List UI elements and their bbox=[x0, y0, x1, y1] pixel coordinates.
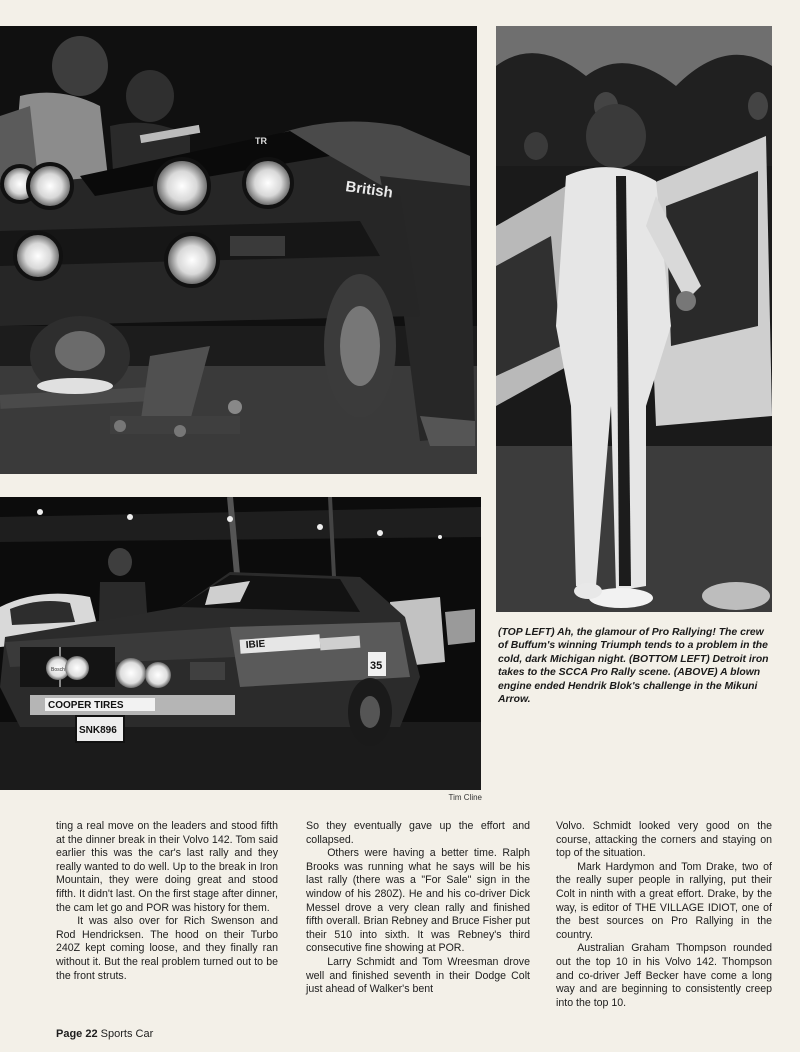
lamp-logo-bosch: Bosch bbox=[51, 667, 65, 673]
car-number: 35 bbox=[370, 660, 383, 672]
paragraph: So they eventually gave up the effort and collapsed. bbox=[306, 820, 530, 846]
license-plate: SNK896 bbox=[79, 725, 117, 736]
paragraph: Mark Hardymon and Tom Drake, two of the really super people in rallying, put their Colt in ninth with a great effort. Drake, by the way, is editor of THE VILLAGE IDIOT, one of the best sources on Pro Rallying in the country. bbox=[556, 860, 772, 941]
car-decal-british: British bbox=[344, 178, 394, 202]
paragraph: Australian Graham Thompson rounded out the top 10 in his Volvo 142. Thompson and co-driver Jeff Becker have come a long way and are beginning to consistently creep into the top 10. bbox=[556, 942, 772, 1009]
page-number: Page 22 bbox=[56, 1028, 98, 1040]
bumper-sticker-cooper-tires: COOPER TIRES bbox=[48, 700, 124, 711]
magazine-name: Sports Car bbox=[100, 1028, 154, 1040]
photo-triumph-repair bbox=[0, 26, 477, 474]
article-column-2 bbox=[306, 820, 530, 997]
paragraph: Others were having a better time. Ralph Brooks was running what he says will be his last rally (there was a "For Sale" sign in the window of his 280Z). He and his co-driver Dick Messel drove a very clean rally and finished fifth overall. Brian Rebney and Bruce Fisher put their 510 into sixth. It was Rebney's third consecutive fine showing at POR. bbox=[306, 847, 530, 955]
article-column-1 bbox=[56, 820, 278, 983]
paragraph: Volvo. Schmidt looked very good on the course, attacking the corners and staying on top of the situation. bbox=[556, 820, 772, 860]
paragraph: Larry Schmidt and Tom Wreesman drove well and finished seventh in their Dodge Colt just ahead of Walker's bent bbox=[306, 955, 530, 996]
photo-mikuni-arrow-driver bbox=[496, 26, 772, 612]
photo-credit: Tim Cline bbox=[448, 793, 482, 802]
page-footer bbox=[56, 1028, 153, 1040]
paragraph: ting a real move on the leaders and stood fifth at the dinner break in their Volvo 142. Tom said earlier this was the car's last rally and they really wanted to do well. Up to the break in Iron Mountain, they were doing great and stood fifth. It didn't last. On the first stage after dinner, the cam let go and POR was history for them. bbox=[56, 820, 278, 914]
car-decal-tr: TR bbox=[255, 136, 267, 146]
paragraph: It was also over for Rich Swenson and Rod Hendricksen. The hood on their Turbo 240Z kept coming loose, and they finally ran without it. But the real problem turned out to be the front struts. bbox=[56, 915, 278, 982]
article-column-3 bbox=[556, 820, 772, 1010]
photo-detroit-iron bbox=[0, 497, 481, 790]
car-decal-ibie: IBIE bbox=[245, 638, 266, 651]
photo-caption: (TOP LEFT) Ah, the glamour of Pro Rallying! The crew of Buffum's winning Triumph tends to a problem in the cold, dark Michigan night. (BOTTOM LEFT) Detroit iron takes to the SCCA Pro Rally scene. (ABOVE) A blown engine ended Hendrik Blok's challenge in the Mikuni Arrow. bbox=[498, 627, 769, 706]
